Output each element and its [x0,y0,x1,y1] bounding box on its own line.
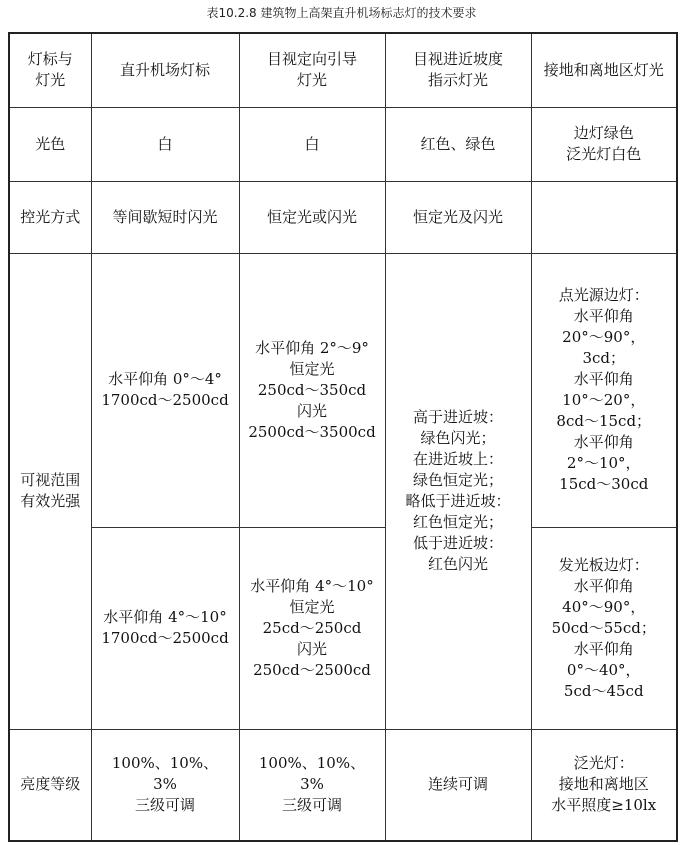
header-cell-tlof: 接地和离地区灯光 [531,33,677,107]
header-cell-approach: 目视进近坡度 指示灯光 [385,33,531,107]
table-cell: 红色、绿色 [385,107,531,181]
table-row-brightness [9,729,677,841]
table-cell: 水平仰角 0°～4° 1700cd～2500cd [91,253,239,527]
table-row-control [9,181,677,253]
table-cell: 水平仰角 4°～10° 恒定光 25cd～250cd 闪光 250cd～2500cd [239,527,385,729]
spec-table [8,32,678,842]
table-row-header [9,33,677,107]
table-cell: 等间歇短时闪光 [91,181,239,253]
table-cell: 恒定光及闪光 [385,181,531,253]
table-row-range-upper [9,253,677,527]
table-cell [531,181,677,253]
table-cell: 边灯绿色 泛光灯白色 [531,107,677,181]
header-cell-guidance: 目视定向引导 灯光 [239,33,385,107]
table-cell: 点光源边灯： 水平仰角 20°～90°， 3cd； 水平仰角 10°～20°， 8cd～15cd； 水平仰角 2°～10°， 15cd～30cd [531,253,677,527]
table-cell: 高于进近坡： 绿色闪光； 在进近坡上： 绿色恒定光； 略低于进近坡： 红色恒定光； 低于进近坡： 红色闪光 [385,253,531,729]
header-cell-beacon: 直升机场灯标 [91,33,239,107]
row-label-color: 光色 [9,107,91,181]
table-cell: 水平仰角 2°～9° 恒定光 250cd～350cd 闪光 2500cd～3500cd [239,253,385,527]
table-cell: 100%、10%、 3% 三级可调 [239,729,385,841]
table-caption: 表10.2.8 建筑物上高架直升机场标志灯的技术要求 [206,6,477,20]
table-cell: 恒定光或闪光 [239,181,385,253]
table-cell: 发光板边灯： 水平仰角 40°～90°， 50cd～55cd； 水平仰角 0°～40°， 5cd～45cd [531,527,677,729]
row-label-brightness: 亮度等级 [9,729,91,841]
row-label-control: 控光方式 [9,181,91,253]
table-cell: 水平仰角 4°～10° 1700cd～2500cd [91,527,239,729]
table-cell: 连续可调 [385,729,531,841]
table-row-range-lower [9,527,677,729]
header-cell-light: 灯标与 灯光 [9,33,91,107]
table-row-color [9,107,677,181]
table-cell: 100%、10%、 3% 三级可调 [91,729,239,841]
table-cell: 泛光灯： 接地和离地区 水平照度≥10lx [531,729,677,841]
table-cell: 白 [239,107,385,181]
row-label-range: 可视范围 有效光强 [9,253,91,729]
table-cell: 白 [91,107,239,181]
